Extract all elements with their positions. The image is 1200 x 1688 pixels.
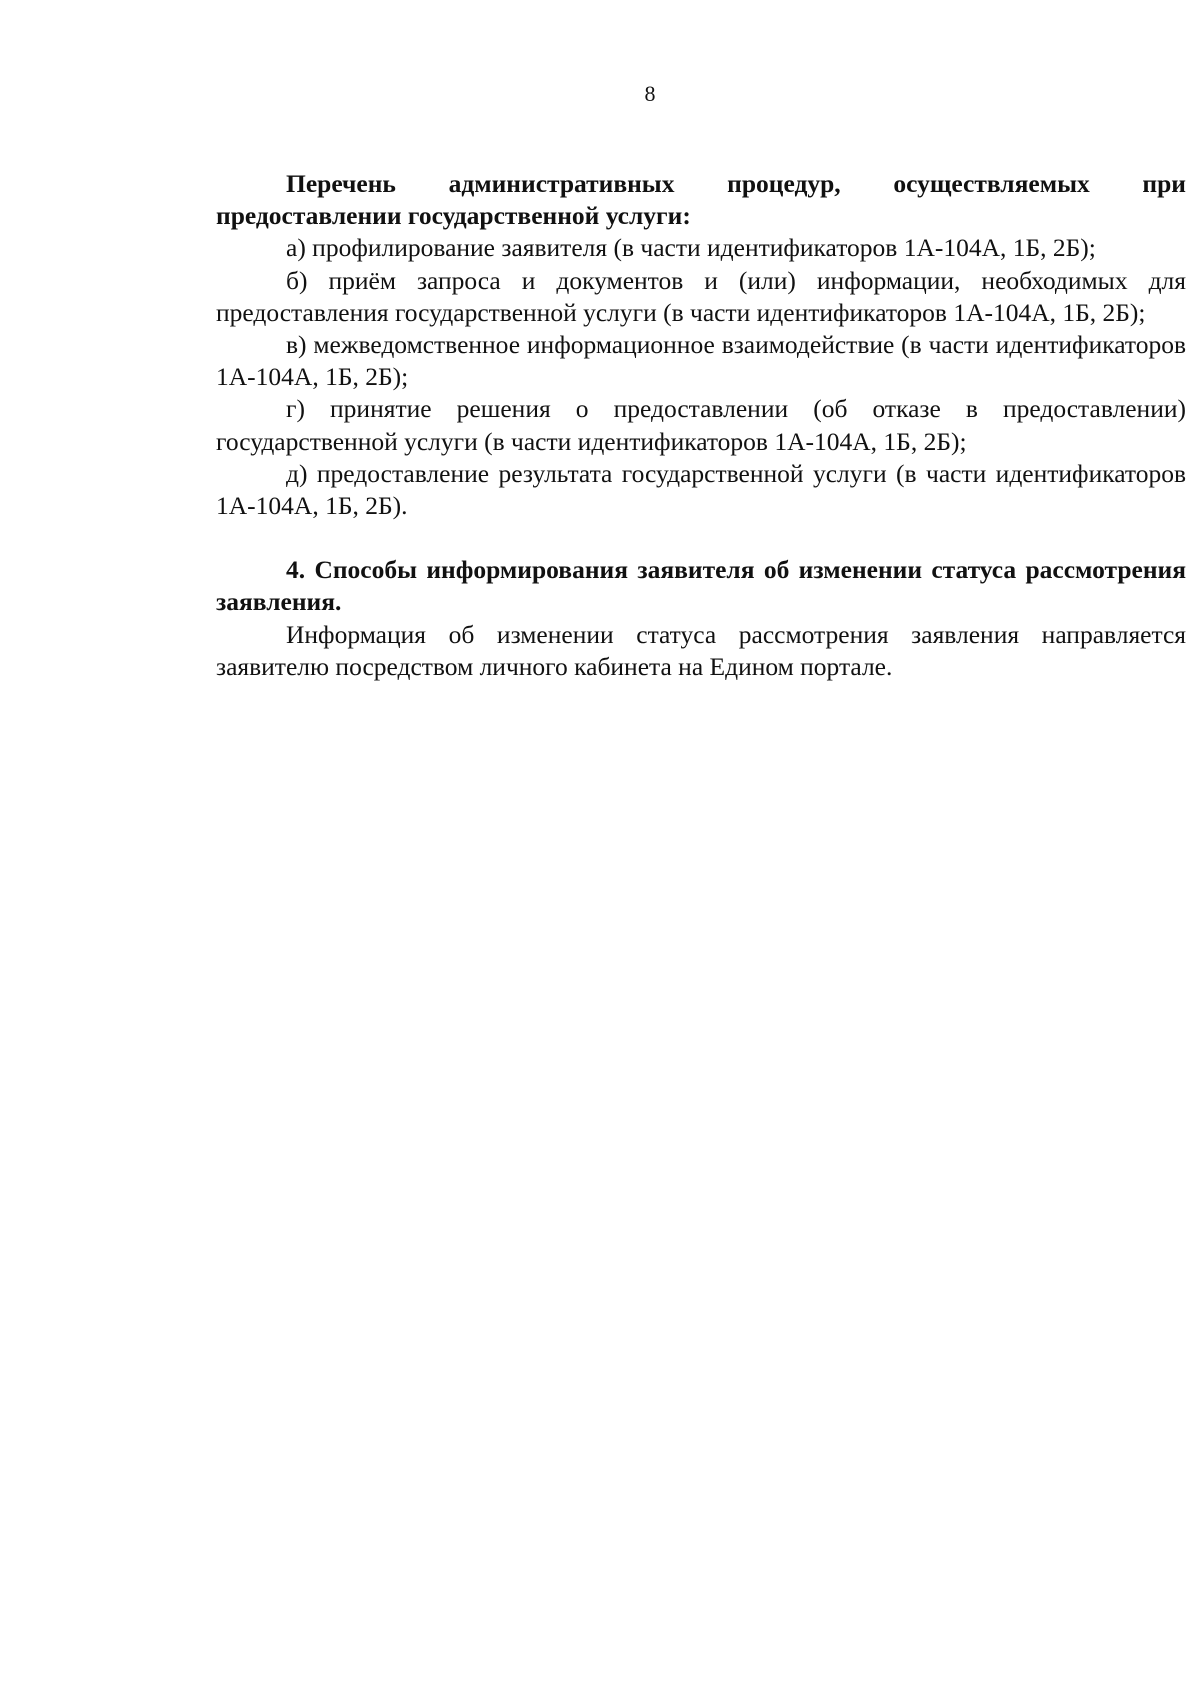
procedures-heading: Перечень административных процедур, осуществляемых при предоставлении государственной услуги: <box>216 169 1186 231</box>
section-4-text: Информация об изменении статуса рассмотрения заявления направляется заявителю посредством личного кабинета на Едином портале. <box>216 619 1186 681</box>
section-spacer <box>216 522 1186 554</box>
procedure-item-d: д) предоставление результата государственной услуги (в части идентификаторов 1А-104А, 1Б, 2Б). <box>216 458 1186 521</box>
page-number: 8 <box>644 81 656 106</box>
document-body <box>216 168 1186 683</box>
procedure-item-b: б) приём запроса и документов и (или) информации, необходимых для предоставления государственной услуги (в части идентификаторов 1А-104А, 1Б, 2Б); <box>216 265 1186 327</box>
procedure-item-a: а) профилирование заявителя (в части идентификаторов 1А-104А, 1Б, 2Б); <box>286 233 1096 263</box>
section-4-heading: 4. Способы информирования заявителя об изменении статуса рассмотрения заявления. <box>216 555 1186 617</box>
procedure-item-v: в) межведомственное информационное взаимодействие (в части идентификаторов 1А-104А, 1Б, 2Б); <box>216 330 1186 392</box>
procedure-item-g: г) принятие решения о предоставлении (об отказе в предоставлении) государственной услуги (в части идентификаторов 1А-104А, 1Б, 2Б); <box>216 394 1186 456</box>
